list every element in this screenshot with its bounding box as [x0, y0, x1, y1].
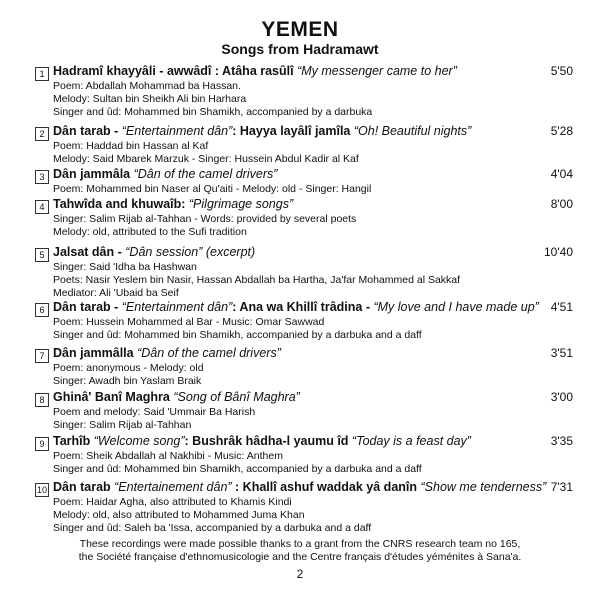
track-duration: 3'35: [550, 434, 573, 448]
track-title-italic: “Entertainment dân”: [121, 124, 233, 138]
track-title-bold-2: : Ana wa Khillî trâdina -: [232, 300, 374, 314]
track-title-italic: “Entertainement dân”: [110, 480, 232, 494]
track-credit-line: Poem: Haddad bin Hassan al Kaf: [53, 140, 209, 152]
track-credit-line: Melody: Said Mbarek Marzuk - Singer: Hussein Abdul Kadir al Kaf: [53, 153, 359, 165]
track-title-italic-2: (excerpt): [202, 245, 256, 259]
track-title-bold: Dân jammâlla: [53, 346, 134, 360]
track-title-italic: “Dân session”: [125, 245, 203, 259]
track-number-box: 7: [35, 349, 49, 363]
track-number-box: 4: [35, 200, 49, 214]
track-title-bold: Dân jammâla: [53, 167, 131, 181]
track-number-box: 8: [35, 393, 49, 407]
track-credit-line: Singer and ûd: Saleh ba 'Issa, accompanied by a darbuka and a daff: [53, 522, 372, 534]
track-heading: [53, 245, 543, 259]
track-title-italic-2: “Oh! Beautiful nights”: [350, 124, 472, 138]
track-title-bold: Dân tarab: [53, 480, 111, 494]
track-heading: [53, 300, 543, 314]
track-number-box: 5: [35, 248, 49, 262]
track-title-bold: Tarhîb: [53, 434, 91, 448]
track-duration: 3'00: [550, 390, 573, 404]
track-title-italic-2: “Show me tenderness”: [417, 480, 547, 494]
track-credit-line: Poets: Nasir Yeslem bin Nasir, Hassan Abdallah ba Hartha, Ja'far Mohammed al Sakkaf: [53, 274, 461, 286]
track-title-bold: Hadramî khayyâli - awwâdî : Atâha rasûlî: [53, 64, 294, 78]
track-title-italic: “Pilgrimage songs”: [185, 197, 294, 211]
track-title-bold: Dân tarab -: [53, 124, 122, 138]
track-credit-line: Mediator: Ali 'Ubaid ba Seif: [53, 287, 179, 299]
track-number-box: 10: [36, 485, 47, 495]
page-title: YEMEN: [261, 18, 339, 41]
track-credit-line: Singer and ûd: Mohammed bin Shamikh, accompanied by a darbuka and a daff: [53, 329, 422, 341]
track-credit-line: Melody: Sultan bin Sheikh Ali bin Harhara: [53, 93, 247, 105]
track-heading: [53, 197, 543, 211]
track-credit-line: Melody: old, attributed to the Sufi tradition: [53, 226, 247, 238]
track-duration: 3'51: [550, 346, 573, 360]
track-duration: 7'31: [550, 480, 573, 494]
track-duration: 5'50: [550, 64, 573, 78]
track-title-bold: Dân tarab -: [53, 300, 122, 314]
track-credit-line: Poem: Abdallah Mohammad ba Hassan.: [53, 80, 241, 92]
page-subtitle: Songs from Hadramawt: [221, 41, 379, 57]
track-credit-line: Poem: Haidar Agha, also attributed to Khamis Kindi: [53, 496, 292, 508]
track-number-box: 2: [35, 127, 49, 141]
track-credit-line: Singer and ûd: Mohammed bin Shamikh, accompanied by a darbuka: [53, 106, 373, 118]
footer-line-2: the Société française d'ethnomusicologie and the Centre français d'études yéménites à Sana'a.: [78, 551, 522, 563]
track-title-bold: Ghinâ' Banî Maghra: [53, 390, 170, 404]
track-heading: [53, 480, 547, 494]
track-credit-line: Poem: Sheik Abdallah al Nakhibi - Music: Anthem: [53, 450, 283, 462]
track-heading: [53, 390, 543, 404]
track-heading: [53, 167, 543, 181]
track-number-box: 1: [35, 67, 49, 81]
track-credit-line: Poem: Mohammed bin Naser al Qu'aiti - Melody: old - Singer: Hangil: [53, 183, 372, 195]
track-credit-line: Singer: Salim Rijab al-Tahhan - Words: provided by several poets: [53, 213, 357, 225]
page-number: 2: [296, 567, 304, 581]
footer-note: [0, 538, 600, 564]
track-credit-line: Poem: anonymous - Melody: old: [53, 362, 204, 374]
track-title-bold: Tahwîda and khuwaîb:: [53, 197, 186, 211]
track-credit-line: Melody: old, also attributed to Mohammed Juma Khan: [53, 509, 305, 521]
track-title-italic: “My messenger came to her”: [293, 64, 457, 78]
track-number-box: 9: [35, 437, 49, 451]
track-credit-line: Poem and melody: Said 'Ummair Ba Harish: [53, 406, 256, 418]
track-heading: [53, 434, 543, 448]
track-title-italic: “Dân of the camel drivers”: [130, 167, 278, 181]
track-credit-line: Singer: Awadh bin Yaslam Braik: [53, 375, 202, 387]
track-title-bold: Jalsat dân -: [53, 245, 126, 259]
track-title-italic-2: “Today is a feast day”: [348, 434, 471, 448]
track-title-italic-2: “My love and I have made up”: [373, 300, 539, 314]
track-credit-line: Singer: Salim Rijab al-Tahhan: [53, 419, 192, 431]
track-duration: 4'51: [550, 300, 573, 314]
track-credit-line: Singer and ûd: Mohammed bin Shamikh, accompanied by a darbuka and a daff: [53, 463, 422, 475]
track-heading: [53, 346, 543, 360]
track-number-box: 6: [35, 303, 49, 317]
track-title-italic: “Entertainment dân”: [121, 300, 233, 314]
track-duration: 10'40: [544, 245, 573, 259]
track-title-bold-2: : Khallî ashuf waddak yâ danîn: [231, 480, 418, 494]
track-duration: 5'28: [550, 124, 573, 138]
track-heading: [53, 64, 543, 78]
track-title-italic: “Dân of the camel drivers”: [133, 346, 281, 360]
track-number-box: 3: [35, 170, 49, 184]
track-duration: 8'00: [550, 197, 573, 211]
track-duration: 4'04: [550, 167, 573, 181]
track-title-bold-2: : Bushrâk hâdha-l yaumu îd: [184, 434, 349, 448]
track-title-italic: “Welcome song”: [90, 434, 185, 448]
track-credit-line: Singer: Said 'Idha ba Hashwan: [53, 261, 197, 273]
track-title-italic: “Song of Bânî Maghra”: [169, 390, 300, 404]
track-credit-line: Poem: Hussein Mohammed al Bar - Music: Omar Sawwad: [53, 316, 325, 328]
track-heading: [53, 124, 543, 138]
footer-line-1: These recordings were made possible thanks to a grant from the CNRS research team no 165,: [79, 538, 521, 550]
track-title-bold-2: : Hayya layâlî jamîla: [232, 124, 351, 138]
